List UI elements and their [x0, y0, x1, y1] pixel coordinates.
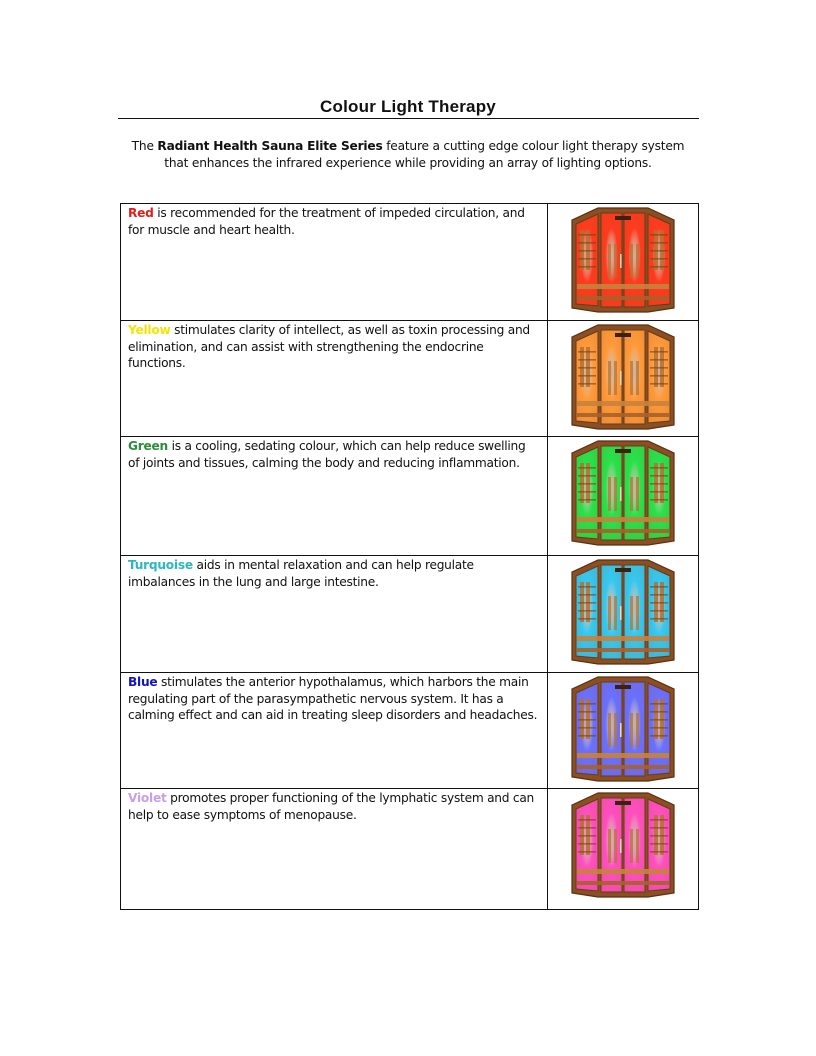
description-cell — [121, 437, 548, 556]
colour-name-yellow: Yellow — [128, 323, 171, 337]
description-cell — [121, 204, 548, 321]
blue-sauna-image — [568, 673, 678, 783]
colour-name-red: Red — [128, 206, 154, 220]
image-cell — [548, 556, 699, 673]
colour-description — [121, 789, 547, 823]
image-cell — [548, 673, 699, 789]
intro-brand: Radiant Health Sauna Elite Series — [157, 139, 383, 153]
title-underline — [118, 118, 699, 119]
page-title: Colour Light Therapy — [320, 97, 496, 116]
description-cell — [121, 321, 548, 437]
intro-paragraph — [128, 138, 688, 171]
green-sauna-image — [568, 437, 678, 547]
table-row — [121, 556, 699, 673]
colour-description — [121, 437, 547, 471]
colour-therapy-table — [120, 203, 699, 910]
colour-description-text: stimulates clarity of intellect, as well as toxin processing and elimination, and can assist with strengthening the endocrine functions. — [128, 323, 530, 370]
colour-description — [121, 556, 547, 590]
colour-description-text: is recommended for the treatment of impeded circulation, and for muscle and heart health. — [128, 206, 525, 237]
colour-name-turquoise: Turquoise — [128, 558, 193, 572]
table-row — [121, 204, 699, 321]
violet-sauna-image — [568, 789, 678, 899]
colour-name-green: Green — [128, 439, 168, 453]
colour-description-text: is a cooling, sedating colour, which can help reduce swelling of joints and tissues, calming the body and reducing inflammation. — [128, 439, 526, 470]
image-cell — [548, 204, 699, 321]
colour-description — [121, 204, 547, 238]
image-cell — [548, 321, 699, 437]
description-cell — [121, 673, 548, 789]
table-row — [121, 437, 699, 556]
yellow-sauna-image — [568, 321, 678, 431]
turquoise-sauna-image — [568, 556, 678, 666]
colour-description-text: aids in mental relaxation and can help regulate imbalances in the lung and large intestine. — [128, 558, 474, 589]
image-cell — [548, 437, 699, 556]
table-row — [121, 321, 699, 437]
image-cell — [548, 789, 699, 910]
table-row — [121, 673, 699, 789]
red-sauna-image — [568, 204, 678, 314]
intro-prefix: The — [131, 139, 158, 153]
colour-description — [121, 673, 547, 724]
description-cell — [121, 556, 548, 673]
colour-description-text: stimulates the anterior hypothalamus, which harbors the main regulating part of the parasympathetic nervous system. It has a calming effect and can aid in treating sleep disorders and headaches. — [128, 675, 538, 722]
table-row — [121, 789, 699, 910]
colour-description-text: promotes proper functioning of the lymphatic system and can help to ease symptoms of menopause. — [128, 791, 535, 822]
description-cell — [121, 789, 548, 910]
colour-name-blue: Blue — [128, 675, 158, 689]
intro-suffix: feature a cutting edge colour light therapy system that enhances the infrared experience while providing an array of lighting options. — [164, 139, 685, 170]
colour-name-violet: Violet — [128, 791, 167, 805]
colour-description — [121, 321, 547, 372]
